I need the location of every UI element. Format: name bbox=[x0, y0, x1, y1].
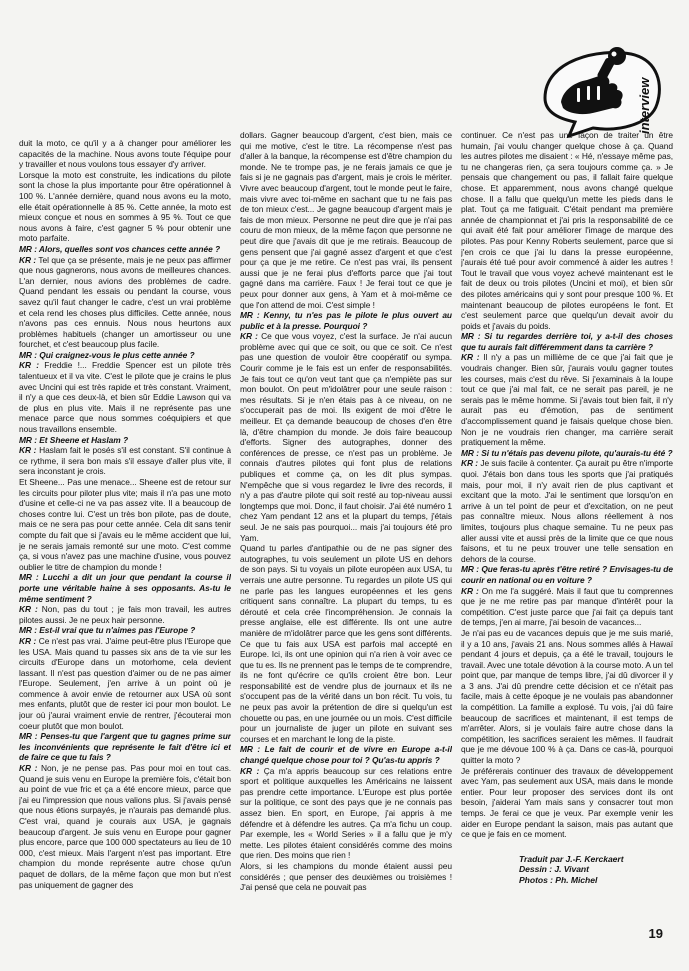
interview-question bbox=[19, 625, 231, 636]
speech-text: Non, pas du tout ; je fais mon travail, les autres pilotes aussi. Je ne peux hair personne. bbox=[19, 604, 231, 625]
speech-text: Non, je ne pense pas. Pas pour moi en tout cas. Quand je suis venu en Europe la première fois, c'était bon au point de vue fric et ça a été encore mieux, parce que j'ai eu l'impression que nous valions plus. Si j'avais pensé que nous étions surpayés, je n'aurais pas demandé plus. C'est vrai, quand je courais aux USA, je gagnais beaucoup d'argent. Je suis venu en Europe pour gagner plus encore, parce que 100 000 spectateurs au lieu de 10 000, c'est mieux. Mais l'argent n'est pas important. Etre champion du monde représente autre chose qu'un paquet de dollars, de la même façon que mon but n'est pas uniquement de gagner des bbox=[19, 763, 231, 890]
speaker-tag: KR : bbox=[19, 445, 37, 456]
interview-answer bbox=[19, 763, 231, 890]
speaker-tag: MR : bbox=[240, 310, 260, 321]
interview-logo bbox=[539, 38, 667, 138]
speaker-tag: MR : bbox=[19, 625, 37, 636]
interview-question bbox=[19, 244, 231, 255]
speaker-tag: MR : bbox=[19, 434, 37, 445]
interview-question bbox=[19, 572, 231, 604]
speech-text: Penses-tu que l'argent que tu gagnes prime sur les inconvénients que représente le fait d'être ici et de faire ce que tu fais ? bbox=[19, 731, 231, 763]
column-1 bbox=[19, 130, 231, 908]
body-paragraph: dollars. Gagner beaucoup d'argent, c'est bien, mais ce qui me motive, c'est le titre. La récompense n'est pas d'aller à la banque, la récompense est d'être champion du monde. Ne te trompe pas, je ne ferais jamais ce que je fais si je ne gagnais pas d'argent, mais je crois le mériter. Vivre avec beaucoup d'argent, tout le monde peut le faire, mais vivre avec toi-même en sachant que tu ne fais pas de ton mieux c'est... Je gagne beaucoup d'argent mais je fais de mon mieux. Personne ne peut dire que je n'ai pas couru de mon mieux, de la même façon que personne ne peut dire que j'avais dit que je me retirais. Beaucoup de gens pensent que j'ai gagné assez d'argent et que c'est pour ça que je me retire. Ce n'est pas vrai, ils pensent aussi que je ne ferai plus d'efforts parce que j'ai tout gagné dans ma carrière. Faux ! Je ferai tout ce que je peux pour donner aux gens, à Yam et à moi-même ce que l'on attend de moi. C'est simple ! bbox=[240, 130, 452, 310]
speaker-tag: KR : bbox=[461, 458, 479, 469]
credit-line: Traduit par J.-F. Kerckaert bbox=[519, 853, 624, 864]
speech-text: Si tu regardes derrière toi, y a-t-il des choses que tu aurais fait différemment dans ta carrière ? bbox=[461, 331, 673, 352]
speaker-tag: MR : bbox=[461, 564, 479, 575]
speech-text: On me l'a suggéré. Mais il faut que tu comprennes que je ne me retire pas par manque d'intérêt pour la compétition. C'est juste parce que j'ai fait ça depuis tant de temps, j'en ai marre, j'ai besoin de vacances... bbox=[461, 585, 673, 628]
interview-question bbox=[240, 310, 452, 331]
speaker-tag: MR : bbox=[19, 243, 37, 254]
speech-text: Si tu n'étais pas devenu pilote, qu'aurais-tu été ? bbox=[481, 447, 673, 458]
column-2 bbox=[240, 130, 452, 910]
logo-label: interview bbox=[637, 77, 652, 134]
speaker-tag: MR : bbox=[240, 744, 261, 755]
speech-text: Il n'y a pas un millième de ce que j'ai fait que je voudrais changer. Bien sûr, j'aurais voulu gagner toutes les courses, mais c'est du rêve. Si j'examinais à la loupe tout ce que j'ai mal fait, ce ne serait pas pareil, je ne serais pas le même homme. Si j'avais tout bien fait, il n'y aurait pas eu d'émotion, pas de sentiment d'accomplissement quand je faisais quelque chose bien. Non je ne voudrais rien changer, ma carrière serait pratiquement la même. bbox=[461, 352, 673, 448]
speech-text: Ce que vous voyez, c'est la surface. Je n'ai aucun problème avec qui que ce soit, ou que ce soit. Ce n'est pas une question de vouloir être coopératif ou sympa. Courir comme je le fais est un enfer de responsabilités. Je fais tout ce qu'on veut tant que ça n'empiète pas sur mon boulot. On peut m'idolâtrer pour une seule raison : mes résultats. Si je n'en étais pas à ce niveau, on ne s'occuperait pas de moi. Ils exigent de moi d'être le meilleur. Et ça demande beaucoup de choses d'en être là, d'être champion du monde. Je dois faire beaucoup d'efforts. Signer des autographes, donner des conférences de presse, ce n'est pas un problème. Je connais d'autres pilotes qui font plus de relations publiques et comme ça, on les dit plus sympas. N'empêche que si vous regardez le livre des records, il n'y a pas d'autre pilote qui soit resté au top-niveau aussi longtemps que moi. Donc, il faut choisir. J'ai été numéro 1 chez Yam pendant 12 ans et la plupart du temps, j'étais seul. Je ne sais pas pourquoi... mais j'ai toujours été pro Yam. bbox=[240, 331, 452, 543]
speaker-tag: KR : bbox=[19, 604, 38, 615]
speech-text: Haslam fait le posés s'il est constant. S'il continue à ce rythme, il sera bon mais s'il essaye d'aller plus vite, il sera inconstant je crois. bbox=[19, 445, 231, 477]
interview-question bbox=[19, 435, 231, 446]
speaker-tag: KR : bbox=[461, 352, 480, 363]
interview-question bbox=[240, 744, 452, 765]
interview-answer bbox=[461, 352, 673, 447]
interview-answer bbox=[19, 636, 231, 731]
speech-text: Kenny, tu n'es pas le pilote le plus ouvert au public et à la presse. Pourquoi ? bbox=[240, 310, 452, 331]
speech-text: Ce n'est pas vrai. J'aime peut-être plus l'Europe que les USA. Mais quand tu passes six ans de ta vie sur les circuits d'Europe dans un motorhome, cela devient lassant. Il n'est pas question d'aimer ou de ne pas aimer l'Europe. Seulement, j'en arrive à un point où je commence à avoir envie de retourner aux USA où sont mes enfants, plutôt que de rester ici pour mon boulot. Le jour où j'aurai vraiment envie de rentrer, j'écouterai mon coeur plutôt que mon boulot. bbox=[19, 635, 231, 731]
speech-text: Lucchi a dit un jour que pendant la course il porte une véritable haine à ses opposants. As-tu le même sentiment ? bbox=[19, 572, 231, 604]
credit-line: Photos : Ph. Michel bbox=[519, 874, 598, 885]
credits bbox=[519, 854, 673, 886]
speaker-tag: KR : bbox=[461, 585, 479, 596]
interview-answer bbox=[19, 445, 231, 477]
interview-answer bbox=[19, 604, 231, 625]
body-paragraph: Alors, si les champions du monde étaient aussi peu considérés ; que penser des deuxièmes ou troisièmes ! J'ai pensé que cela ne pouvait pas bbox=[240, 860, 452, 893]
body-paragraph: Je n'ai pas eu de vacances depuis que je me suis marié, il y a 10 ans, j'avais 21 ans. Nous sommes allés à Hawaï pendant 4 jours et depuis, ça a été le travail, toujours le travail. Avec une totale dévotion à la course moto. A un tel point que, par manque de temps libre, j'ai dû divorcer il y a 3 ans. J'ai dû prendre cette décision et ce n'était pas facile, mais à cette époque je ne voulais pas abandonner la compétition. La famille a explosé. Tu vois, j'ai dû faire beaucoup de sacrifices et maintenant, il est temps de m'arrêter. Alors, si je voulais faire autre chose dans la compétition, les sacrifices seraient les mêmes. Il faudrait que je me dévoue 100 % à ça. Dans ce cas-là, pourquoi quitter la moto ? bbox=[461, 627, 673, 766]
speech-text: Tel que ça se présente, mais je ne peux pas affirmer que nous gagnerons, nous avons de meilleures chances. L'an dernier, nous avions des problèmes de cadre. Quand pendant les essais ou pendant la course, vous savez qu'il faut changer le cadre, c'est un vrai problème et cela rend les choses plus difficiles. Cette année, nous n'avons pas ces ennuis. Nous nous heurtons aux problèmes habituels (changer un amortisseur ou une fourchet, et c'est beaucoup plus facile. bbox=[19, 254, 231, 350]
speaker-tag: KR : bbox=[19, 360, 40, 371]
speaker-tag: MR : bbox=[461, 447, 479, 458]
speaker-tag: KR : bbox=[240, 765, 260, 776]
speaker-tag: KR : bbox=[19, 763, 38, 774]
body-paragraph: Lorsque la moto est construite, les indications du pilote sont la chose la plus importante pour être opérationnel à 100 %. L'année dernière, quand nous avons eu la moto, elle était opérationnelle à 85 %. Cette année, la moto est mieux conçue et nous en sommes à 95 %. Tout ce que nous avons à faire, c'est gagner 5 % pour obtenir une moto parfaite. bbox=[19, 169, 231, 244]
speaker-tag: MR : bbox=[19, 572, 39, 583]
interview-question bbox=[461, 331, 673, 352]
body-paragraph: Je préférerais continuer des travaux de développement avec Yam, pas seulement aux USA, mais dans le monde entier. Pour leur proposer des services dont ils ont besoin, j'aiderai Yam mais sans y consacrer tout mon temps. Je ferai ce que je veux. Par exemple venir les aider en Europe pendant la saison, mais pas autant que ce que je fais en ce moment. bbox=[461, 765, 673, 840]
speech-text: Est-il vrai que tu n'aimes pas l'Europe ? bbox=[39, 625, 196, 636]
interview-answer bbox=[240, 766, 452, 861]
body-paragraph: Et Sheene... Pas une menace... Sheene est de retour sur les circuits pour piloter plus vite; mais il n'a pas une moto d'usine et celle-ci ne va pas assez vite. Il a beaucoup de choses contre lui. C'est un très bon pilote, pas de doute, mais ce ne sera pas pour cette année. Cela dit sans tenir compte du fait que si j'avais eu le même accident que lui, je ne serais jamais remonté sur une moto. C'est comme ça, si vous n'avez pas une machine d'usine, vous pouvez oublier le titre de champion du monde ! bbox=[19, 477, 231, 572]
speech-text: Freddie !... Freddie Spencer est un pilote très talentueux et il va vite. C'est le pilote que je crains le plus avec Uncini qui est très rapide et très constant. Vraiment, il n'y a que ces deux-là, et bien sûr Eddie Lawson qui va de plus en plus vite. Mais il ne représente pas une menace parce que nous sommes coéquipiers et que nous travaillons ensemble. bbox=[19, 360, 231, 435]
speech-text: Et Sheene et Haslam ? bbox=[39, 434, 129, 445]
speech-text: Alors, quelles sont vos chances cette année ? bbox=[38, 243, 221, 254]
speech-text: Qui craignez-vous le plus cette année ? bbox=[39, 349, 195, 360]
interview-answer bbox=[461, 586, 673, 628]
interview-question bbox=[461, 564, 673, 585]
page-number: 19 bbox=[648, 926, 663, 941]
interview-question bbox=[461, 448, 673, 459]
body-paragraph: duit la moto, ce qu'il y a à changer pour améliorer les capacités de la machine. Nous avons toute l'équipe pour y travailler et nous voulons tous essayer d'y arriver. bbox=[19, 138, 231, 170]
speaker-tag: KR : bbox=[19, 254, 37, 265]
interview-question bbox=[19, 350, 231, 361]
speech-text: Le fait de courir et de vivre en Europe a-t-il changé quelque chose pour toi ? Qu'as-tu appris ? bbox=[240, 744, 452, 766]
speaker-tag: KR : bbox=[19, 635, 37, 646]
speaker-tag: MR : bbox=[461, 331, 481, 342]
interview-answer bbox=[240, 331, 452, 543]
body-paragraph: Quand tu parles d'antipathie ou de ne pas signer des autographes, tu vois seulement un pilote US en dehors de son pays. Si tu voyais un pilote européen aux USA, tu verrais une autre personne. Tu regardes un pilote US qui ne parle pas les langues européennes et les gens critiquent sans connaître. La plupart du temps, tu es dérouté et cela crée l'incompréhension. Je connais la presse anglaise, elle est différente. Ils ont une autre manière de m'idolâtrer parce que les gens sont différents. Ce que tu fais aux USA est parfois mal accepté en Europe. Ici, ils ont une opinion qui n'a rien à voir avec ce que tu es. Ils ne prennent pas le temps de te comprendre, ils ne font qu'écrire ce qu'ils croient être bon. Leur responsabilité est de vendre plus de journaux et ils ne s'occupent pas de la vérité dans un bon récit. Tu vois, tu ne peux pas avoir la prétention de dire si quelqu'un est chouette ou pas, en une journée ou un mois. C'est difficile pour un journaliste de juger un pilote en suivant ses courses et en marchant le long de la piste. bbox=[240, 543, 452, 744]
speech-text: Que feras-tu après t'être retiré ? Envisages-tu de courir en national ou en voiture ? bbox=[461, 564, 673, 585]
speaker-tag: MR : bbox=[19, 731, 38, 742]
speaker-tag: MR : bbox=[19, 349, 37, 360]
article-columns bbox=[19, 130, 673, 910]
speaker-tag: KR : bbox=[240, 331, 258, 342]
column-3 bbox=[461, 130, 673, 910]
interview-answer bbox=[19, 360, 231, 434]
interview-answer bbox=[19, 255, 231, 350]
speech-text: Je suis facile à contenter. Ça aurait pu être n'importe quoi. J'étais bon dans tous les sports que j'ai pratiqués mais, pour moi, il n'y avait rien de plus captivant et excitant que la moto. J'ai le sentiment que lorsqu'on en arrive à un tel point de peur et d'excitation, on ne peut pas connaître mieux. Nous allons réellement à nos limites, toujours plus chaque semaine. Tu ne peux pas aller aussi vite et aussi près de la limite que ce que nous faisons, et tu ne peux trouver une telle sensation en dehors de la course. bbox=[461, 458, 673, 564]
interview-question bbox=[19, 731, 231, 763]
speech-text: Ça m'a appris beaucoup sur ces relations entre sport et politique auxquelles les Américains ne laissent pas prendre cette importance. L'Europe est plus portée sur la politique, ce sont des pays que je ne connais pas assez bien. En sport, en Europe, j'ai appris à me défendre et à défendre les autres. Ça m'a fichu un coup. Par exemple, les « World Series » il a fallu que je m'y mette. Les pilotes étaient considérés comme des moins que rien. Des moins que rien ! bbox=[240, 765, 452, 861]
body-paragraph: continuer. Ce n'est pas une façon de traiter un être humain, j'ai voulu changer quelque chose à ça. Quand les autres pilotes me disaient : « Hé, n'essaye même pas, tu ne changeras rien, ça sera toujours comme ça. » Je pensais que changement ou pas, il fallait faire quelque chose. Et apparemment, nous avons changé quelque chose. Il a fallu que quelqu'un mette les pieds dans le plat. Tout ça me fatiguait. C'était pendant ma première année de championnat et j'ai pris la responsabilité de ce qui avait été fait pour améliorer l'image de marque des pilotes. Pas pour Kenny Roberts seulement, parce que si j'en crois ce que j'ai lu dans la presse européenne, j'aurais été tué pour avoir commencé à aider les autres ! Tout le travail que vous voyez achevé maintenant est le fait de deux ou trois pilotes (Uncini et moi), et bien sûr des pilotes américains qui y sont pour presque 100 %. Et maintenant beaucoup de pilotes européens le font. Et c'est seulement parce que quelqu'un devait avoir du poids et j'avais du poids. bbox=[461, 130, 673, 331]
credit-line: Dessin : J. Vivant bbox=[519, 864, 589, 875]
interview-answer bbox=[461, 458, 673, 564]
